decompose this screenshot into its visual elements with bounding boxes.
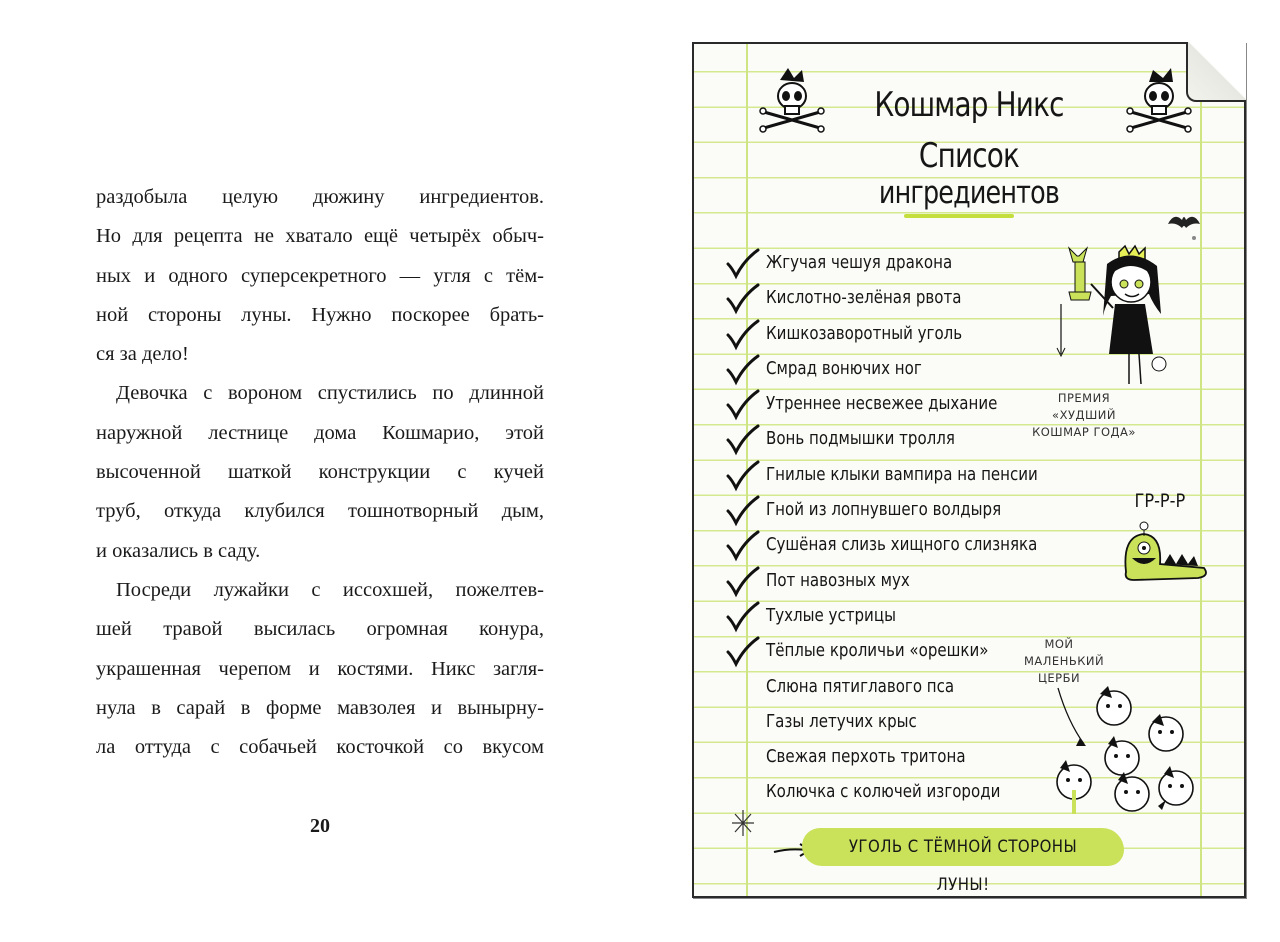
ingredient-item xyxy=(694,281,1024,316)
text-line: Посреди лужайки с иссохшей, пожелтев- xyxy=(116,578,544,601)
award-note xyxy=(1014,390,1154,441)
ingredient-item xyxy=(694,599,1024,634)
ingredient-item xyxy=(694,352,1024,387)
text-line: труб, откуда клубился тошнотворный дым, xyxy=(96,500,544,523)
notebook-title: Кошмар Никс xyxy=(874,85,1064,125)
text-line: шей травой высилась огромная конура, xyxy=(96,618,544,641)
secret-ingredient-banner xyxy=(802,828,1124,895)
dog-note xyxy=(1024,636,1105,687)
checkmark-icon xyxy=(722,354,762,386)
ingredient-label: Кишкозаворотный уголь xyxy=(766,323,963,344)
ingredient-item xyxy=(694,634,1024,669)
ingredient-label: Утреннее несвежее дыхание xyxy=(766,394,998,415)
notebook-subtitle: ингредиентов xyxy=(878,175,1060,211)
checkmark-icon xyxy=(722,495,762,527)
checkmark-icon xyxy=(722,460,762,492)
text-line: ся за дело! xyxy=(96,343,189,366)
ingredient-item xyxy=(694,317,1024,352)
sparkle-icon xyxy=(730,808,756,838)
ingredient-item xyxy=(694,422,1024,457)
ingredient-item xyxy=(694,493,1024,528)
checkmark-icon xyxy=(722,566,762,598)
text-line: Но для рецепта не хватало ещё четырёх обыч- xyxy=(96,225,544,248)
body-text xyxy=(96,178,544,767)
ingredient-item xyxy=(694,564,1024,599)
checkmark-icon xyxy=(722,530,762,562)
ingredient-item xyxy=(694,246,1024,281)
ingredient-label: Вонь подмышки тролля xyxy=(766,429,955,450)
banner-text: УГОЛЬ С ТЁМНОЙ СТОРОНЫ ЛУНЫ! xyxy=(848,837,1078,895)
dog-note-line: МОЙ xyxy=(1044,637,1074,651)
notebook-subtitle: Список xyxy=(918,136,1020,176)
ingredient-label: Смрад вонючих ног xyxy=(766,358,922,379)
skull-crossbones-icon xyxy=(752,66,832,136)
checkmark-icon xyxy=(722,319,762,351)
ingredient-label: Жгучая чешуя дракона xyxy=(766,253,953,273)
checkmark-icon xyxy=(722,601,762,633)
checkmark-icon xyxy=(722,283,762,315)
checkmark-icon xyxy=(722,248,762,280)
ingredient-label: Сушёная слизь хищного слизняка xyxy=(766,535,1038,556)
ingredient-item xyxy=(694,705,1024,740)
dog-note-line: ЦЕРБИ xyxy=(1037,671,1081,685)
growl-text: ГР-Р-Р xyxy=(1134,490,1186,512)
award-note-line: КОШМАР ГОДА» xyxy=(1032,425,1136,439)
ingredient-item xyxy=(694,775,1024,810)
text-line: украшенная черепом и костями. Никс загля- xyxy=(96,657,544,680)
cerberus-puppies-illustration xyxy=(1044,682,1204,832)
ingredient-label: Гной из лопнувшего волдыря xyxy=(766,500,1002,521)
checkmark-icon xyxy=(722,424,762,456)
text-line: высоченной шаткой конструкции с кучей xyxy=(96,461,544,484)
ingredient-label: Свежая перхоть тритона xyxy=(766,747,966,768)
skull-crossbones-icon xyxy=(1119,66,1199,136)
bat-icon xyxy=(1164,206,1204,246)
text-line: Девочка с вороном спустились по длинной xyxy=(116,382,544,405)
text-line: и оказались в саду. xyxy=(96,539,261,562)
text-line: наружной лестнице дома Кошмарио, этой xyxy=(96,421,544,444)
ingredient-item xyxy=(694,387,1024,422)
ingredient-list xyxy=(694,246,1038,811)
ingredient-label: Газы летучих крыс xyxy=(766,711,917,732)
ingredient-label: Пот навозных мух xyxy=(766,570,910,591)
girl-with-trophy-illustration xyxy=(1049,244,1184,389)
text-line: ной стороны луны. Нужно поскорее брать- xyxy=(96,303,544,326)
ingredient-item xyxy=(694,458,1038,493)
ingredient-label: Тёплые кроличьи «орешки» xyxy=(766,641,989,662)
checkmark-icon xyxy=(722,636,762,668)
ingredient-label: Тухлые устрицы xyxy=(766,605,896,626)
dog-note-line: МАЛЕНЬКИЙ xyxy=(1024,654,1105,668)
title-underline xyxy=(904,214,1014,218)
text-line: ных и одного суперсекретного — угля с тём- xyxy=(96,264,544,287)
ingredient-item xyxy=(694,528,1038,563)
award-note-line: «ХУДШИЙ xyxy=(1052,408,1116,422)
text-line: нула в сарай в форме мавзолея и вынырну- xyxy=(96,696,544,719)
notebook-page xyxy=(692,42,1246,898)
ingredient-label: Колючка с колючей изгороди xyxy=(766,782,1001,803)
checkmark-icon xyxy=(722,389,762,421)
text-line: ла оттуда с собачьей косточкой со вкусом xyxy=(96,736,544,759)
award-note-line: ПРЕМИЯ xyxy=(1057,391,1111,405)
ingredient-label: Кислотно-зелёная рвота xyxy=(766,288,962,309)
ingredient-item xyxy=(694,740,1024,775)
page-number: 20 xyxy=(310,815,330,837)
text-line: раздобыла целую дюжину ингредиентов. xyxy=(96,186,544,208)
ingredient-label: Гнилые клыки вампира на пенсии xyxy=(766,464,1038,485)
ingredient-label: Слюна пятиглавого пса xyxy=(766,676,955,697)
slug-monster-illustration xyxy=(1114,514,1214,594)
ingredient-item xyxy=(694,670,1024,705)
